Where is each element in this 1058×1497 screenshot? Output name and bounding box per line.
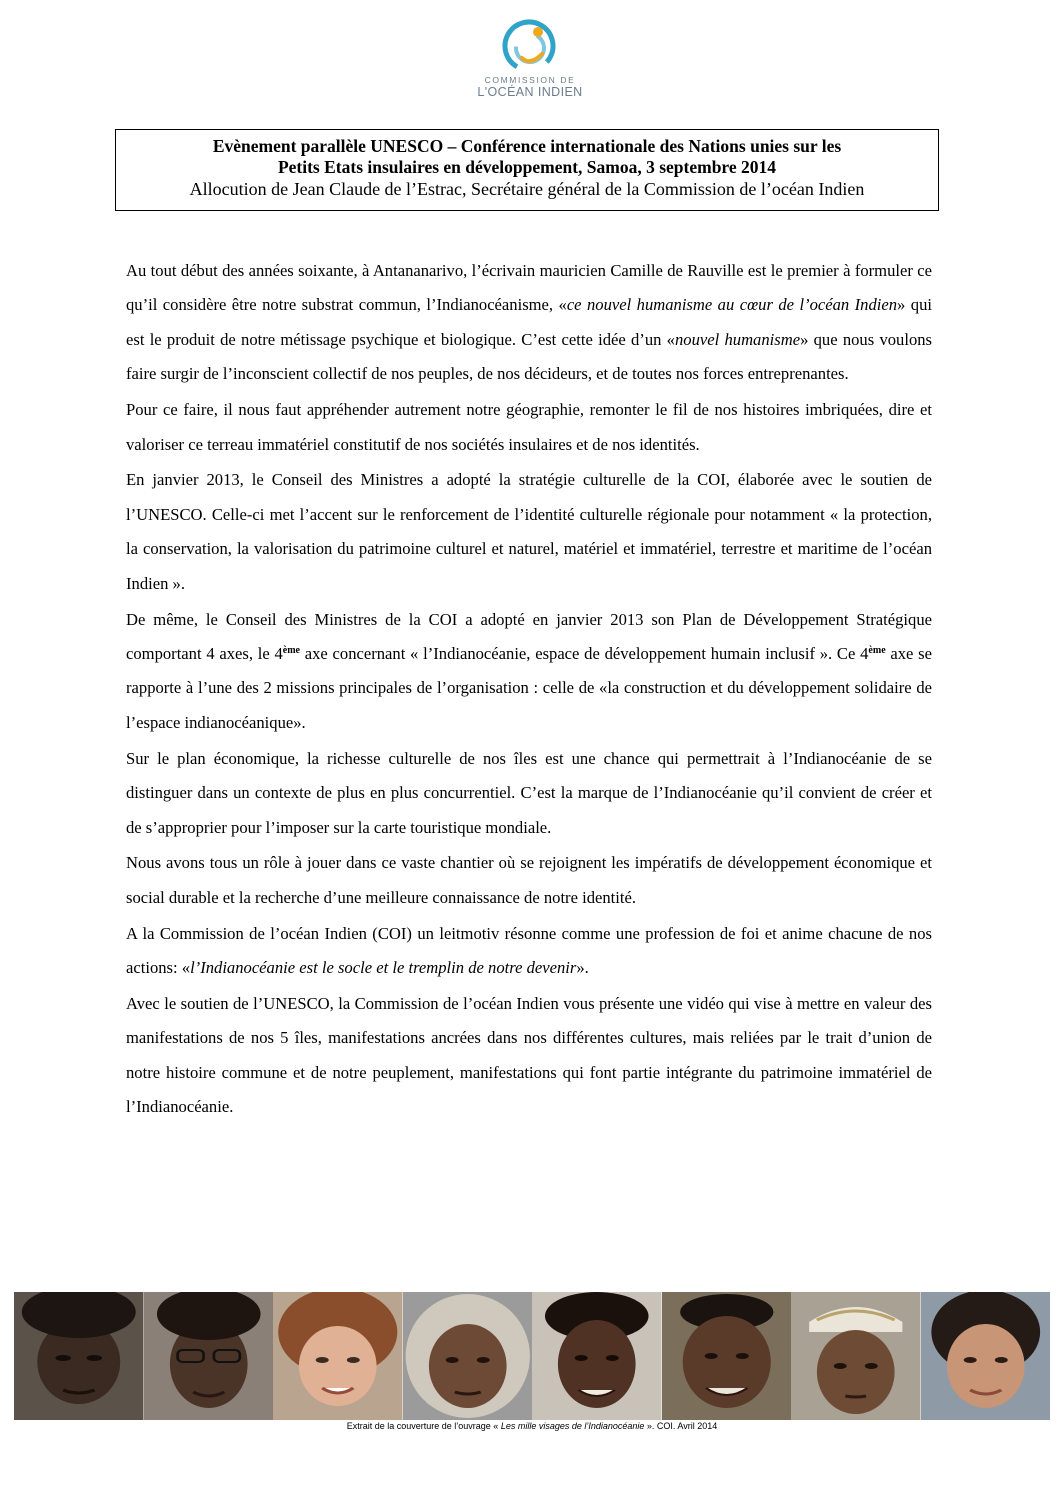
title-line-1: Evènement parallèle UNESCO – Conférence internationale des Nations unies sur les <box>212 136 842 156</box>
portrait-photo <box>791 1292 921 1420</box>
p1-text-c: » qui est le produit de notre métissage psychique et biologique. C’est cette idée d’un « <box>126 295 932 349</box>
portrait-face-icon <box>14 1292 144 1420</box>
portrait-photo <box>921 1292 1051 1420</box>
portrait-face-icon <box>532 1292 662 1420</box>
p7-text-c: ». <box>576 958 589 978</box>
speech-body <box>126 254 932 1126</box>
portrait-face-icon <box>921 1292 1051 1420</box>
caption-book-title: Les mille visages de l’Indianocéanie <box>500 1421 645 1431</box>
p4-text-b: axe concernant « l’Indianocéanie, espace de développement humain inclusif ». Ce 4 <box>300 643 869 663</box>
p7-quote-italic: l’Indianocéanie est le socle et le tremplin de notre devenir <box>190 958 577 978</box>
p4-text-a: De même, le Conseil des Ministres de la COI a adopté en janvier 2013 son Plan de Développement Stratégique comportant 4 axes, le 4 <box>126 609 932 663</box>
faces-photo-strip <box>14 1292 1050 1420</box>
paragraph-7 <box>126 917 932 986</box>
portrait-face-icon <box>791 1292 921 1420</box>
p7-text-a: A la Commission de l’océan Indien (COI) un leitmotiv résonne comme une profession de foi et anime chacune de nos actions: « <box>126 923 932 978</box>
portrait-face-icon <box>662 1292 792 1420</box>
caption-text-a: Extrait de la couverture de l’ouvrage « <box>346 1421 501 1431</box>
speech-subtitle: Allocution de Jean Claude de l’Estrac, Secrétaire général de la Commission de l’océan Indien <box>189 179 865 199</box>
paragraph-1 <box>126 254 932 392</box>
p4-text-c: axe se rapporte à l’une des 2 missions principales de l’organisation : celle de «la construction et du développement solidaire de l’espace indianocéanique». <box>126 643 932 732</box>
coi-logo-icon <box>500 18 560 74</box>
title-box <box>115 129 939 211</box>
title-line-2: Petits Etats insulaires en développement, Samoa, 3 septembre 2014 <box>277 157 777 177</box>
paragraph-8: Avec le soutien de l’UNESCO, la Commission de l’océan Indien vous présente une vidéo qui vise à mettre en valeur des manifestations de nos 5 îles, manifestations ancrées dans nos différentes cultures, mais reliées par le trait d’union de notre histoire commune et de notre peuplement, manifestations qui font partie intégrante du patrimoine immatériel de l’Indianocéanie. <box>126 994 932 1117</box>
portrait-photo <box>532 1292 662 1420</box>
portrait-face-icon <box>144 1292 274 1420</box>
p1-quote-italic: ce nouvel humanisme au cœur de l’océan Indien <box>566 295 898 315</box>
portrait-face-icon <box>403 1292 533 1420</box>
coi-logo <box>468 18 592 110</box>
portrait-photo <box>273 1292 403 1420</box>
portrait-photo <box>14 1292 144 1420</box>
paragraph-5: Sur le plan économique, la richesse culturelle de nos îles est une chance qui permettrait à l’Indianocéanie de se distinguer dans un contexte de plus en plus concurrentiel. C’est la marque de l’Indianocéanie qu’il convient de créer et de s’approprier pour l’imposer sur la carte touristique mondiale. <box>126 748 932 837</box>
p1-quote-italic-2: nouvel humanisme <box>674 329 801 349</box>
paragraph-3: En janvier 2013, le Conseil des Ministres a adopté la stratégie culturelle de la COI, élaborée avec le soutien de l’UNESCO. Celle-ci met l’accent sur le renforcement de l’identité culturelle régionale pour notamment « la protection, la conservation, la valorisation du patrimoine culturel et naturel, matériel et immatériel, terrestre et maritime de l’océan Indien ». <box>126 470 932 593</box>
caption-text-c: ». COI. Avril 2014 <box>644 1421 718 1431</box>
portrait-photo <box>144 1292 274 1420</box>
logo-text-line2: L'OCÉAN INDIEN <box>477 85 583 99</box>
logo-text-line1: COMMISSION DE <box>484 75 576 85</box>
p4-superscript-2: ème <box>868 644 886 656</box>
paragraph-6: Nous avons tous un rôle à jouer dans ce vaste chantier où se rejoignent les impératifs de développement économique et social durable et la recherche d’une meilleure connaissance de notre identité. <box>126 853 932 907</box>
photo-caption <box>14 1421 1050 1431</box>
p1-text-a: Au tout début des années soixante, à Antananarivo, l’écrivain mauricien Camille de Rauville est le premier à formuler ce qu’il considère être notre substrat commun, l’Indianocéanisme, « <box>126 261 932 315</box>
paragraph-2: Pour ce faire, il nous faut appréhender autrement notre géographie, remonter le fil de nos histoires imbriquées, dire et valoriser ce terreau immatériel constitutif de nos sociétés insulaires et de nos identités. <box>126 400 932 454</box>
p4-superscript-1: ème <box>282 644 300 656</box>
portrait-photo <box>662 1292 792 1420</box>
portrait-face-icon <box>273 1292 403 1420</box>
portrait-photo <box>403 1292 533 1420</box>
paragraph-4 <box>126 603 932 741</box>
p1-text-e: » que nous voulons faire surgir de l’inconscient collectif de nos peuples, de nos décideurs, et de toutes nos forces entreprenantes. <box>126 329 932 384</box>
